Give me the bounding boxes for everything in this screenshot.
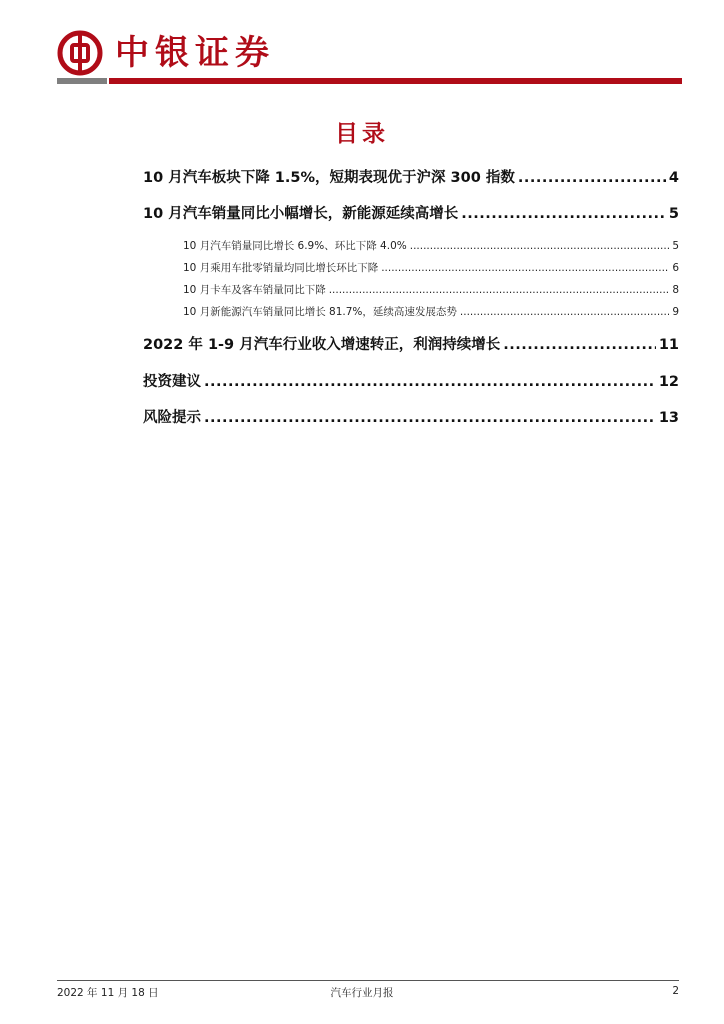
header-rule-red: [109, 78, 682, 84]
toc-entry-text: 10 月乘用车批零销量均同比增长环比下降: [183, 262, 379, 274]
brand-name: 中银证券: [115, 33, 275, 73]
toc-leader-dots: [461, 206, 666, 222]
toc-subentry[interactable]: [183, 282, 679, 297]
toc-entry-page: 5: [672, 240, 679, 252]
footer-date: 2022 年 11 月 18 日: [57, 987, 159, 999]
toc-entry-page: 8: [672, 284, 679, 296]
footer-page-number: 2: [672, 985, 679, 997]
toc-entry-page: 5: [668, 206, 679, 222]
toc-subentry[interactable]: [183, 260, 679, 275]
toc-entry-text: 10 月汽车销量同比小幅增长，新能源延续高增长: [143, 206, 459, 222]
toc-subentry[interactable]: [183, 304, 679, 319]
toc-leader-dots: [410, 240, 670, 252]
toc-leader-dots: [503, 337, 656, 353]
toc-entry-text: 10 月汽车板块下降 1.5%，短期表现优于沪深 300 指数: [143, 170, 515, 186]
toc-entry-text: 10 月卡车及客车销量同比下降: [183, 284, 326, 296]
toc-entry[interactable]: [143, 202, 679, 223]
toc-entry-page: 4: [668, 170, 679, 186]
toc-leader-dots: [204, 410, 656, 426]
toc-entry-page: 9: [672, 306, 679, 318]
toc-leader-dots: [381, 262, 669, 274]
toc-entry-page: 6: [672, 262, 679, 274]
toc-entry[interactable]: [143, 166, 679, 187]
toc-title: 目录: [335, 120, 389, 147]
toc-entry-page: 13: [658, 410, 679, 426]
toc-leader-dots: [329, 284, 670, 296]
toc-entry-text: 10 月新能源汽车销量同比增长 81.7%，延续高速发展态势: [183, 306, 457, 318]
toc-leader-dots: [204, 374, 656, 390]
toc-entry-page: 11: [658, 337, 679, 353]
toc-entry-page: 12: [658, 374, 679, 390]
toc-subentry[interactable]: [183, 238, 679, 253]
toc-entry-text: 投资建议: [143, 374, 201, 390]
toc-entry-text: 10 月汽车销量同比增长 6.9%、环比下降 4.0%: [183, 240, 407, 252]
toc-leader-dots: [460, 306, 669, 318]
footer-rule: [57, 980, 679, 981]
page-header: [57, 30, 682, 86]
toc-entry[interactable]: [143, 406, 679, 427]
toc-entry-text: 风险提示: [143, 410, 201, 426]
toc-entry-text: 2022 年 1-9 月汽车行业收入增速转正，利润持续增长: [143, 337, 501, 353]
toc-entry[interactable]: [143, 333, 679, 354]
header-rule-gray: [57, 78, 107, 84]
toc-leader-dots: [518, 170, 666, 186]
footer-report-type: 汽车行业月报: [330, 987, 394, 999]
boc-coin-logo-icon: [57, 30, 103, 76]
toc-entry[interactable]: [143, 370, 679, 391]
